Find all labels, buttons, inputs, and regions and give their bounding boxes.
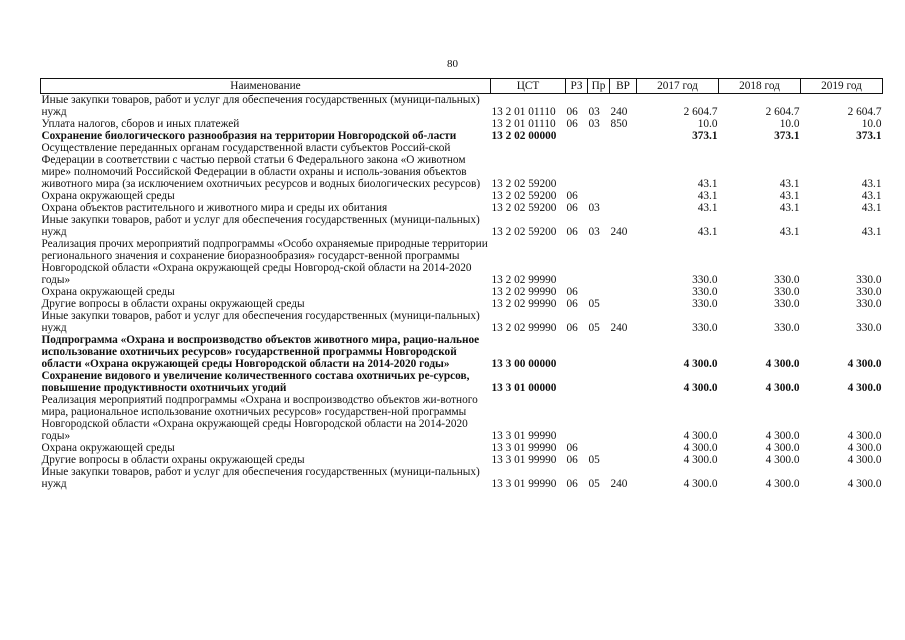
row-rz: 06 xyxy=(566,202,578,214)
row-vr xyxy=(610,142,637,190)
row-2018-amount: 43.1 xyxy=(779,178,800,190)
row-cst: 13 2 02 99990 xyxy=(491,298,557,310)
row-2017-amount: 4 300.0 xyxy=(683,430,718,442)
header-cst: ЦСТ xyxy=(491,79,566,94)
row-vr xyxy=(610,238,637,286)
row-2018-amount: 4 300.0 xyxy=(765,454,800,466)
row-cst: 13 3 01 99990 xyxy=(491,478,557,490)
row-2017-amount: 330.0 xyxy=(692,298,718,310)
row-2019-amount: 43.1 xyxy=(861,226,882,238)
row-vr xyxy=(610,370,637,394)
row-2018-amount: 4 300.0 xyxy=(765,358,800,370)
row-rz: 06 xyxy=(566,286,578,298)
row-vr xyxy=(610,442,637,454)
row-2017-amount: 373.1 xyxy=(692,130,718,142)
row-name: Сохранение видового и увеличение количественного состава охотничьих ре-сурсов, повышение продуктивности охотничьих угодий xyxy=(41,370,470,394)
row-cst: 13 2 01 01110 xyxy=(491,106,556,118)
table-row xyxy=(41,286,883,298)
row-vr xyxy=(610,130,637,142)
row-vr: 850 xyxy=(610,118,628,130)
header-pr: Пр xyxy=(588,79,610,94)
row-pr: 03 xyxy=(588,106,600,118)
row-vr xyxy=(610,202,637,214)
row-cst: 13 2 02 59200 xyxy=(491,202,557,214)
row-2019-amount: 43.1 xyxy=(861,178,882,190)
table-row xyxy=(41,142,883,190)
row-2019-amount: 4 300.0 xyxy=(847,454,882,466)
row-rz: 06 xyxy=(566,442,578,454)
row-2019-amount: 43.1 xyxy=(861,202,882,214)
table-body xyxy=(41,94,883,491)
row-cst: 13 3 00 00000 xyxy=(491,358,557,370)
table-row xyxy=(41,238,883,286)
row-name: Иные закупки товаров, работ и услуг для обеспечения государственных (муници-пальных) нужд xyxy=(41,94,480,118)
header-2018: 2018 год xyxy=(719,79,801,94)
row-cst: 13 2 02 59200 xyxy=(491,190,557,202)
table-row xyxy=(41,94,883,119)
row-2018-amount: 43.1 xyxy=(779,202,800,214)
budget-table xyxy=(40,78,883,490)
row-2017-amount: 330.0 xyxy=(692,286,718,298)
row-2017-amount: 4 300.0 xyxy=(683,442,718,454)
row-pr xyxy=(588,334,610,370)
row-name: Иные закупки товаров, работ и услуг для обеспечения государственных (муници-пальных) нужд xyxy=(41,310,480,334)
row-vr: 240 xyxy=(610,226,628,238)
row-2018-amount: 10.0 xyxy=(779,118,800,130)
row-2018-amount: 4 300.0 xyxy=(765,430,800,442)
row-rz xyxy=(566,142,588,190)
row-rz xyxy=(566,394,588,442)
row-2018-amount: 4 300.0 xyxy=(765,382,800,394)
row-name: Реализация прочих мероприятий подпрограммы «Особо охраняемые природные территории регионального значения и сохранение биоразнообразия» государст-венной программы Новгородской области «Охрана окружающей среды Новгород-ской области на 2014-2020 годы» xyxy=(41,238,488,286)
table-row xyxy=(41,190,883,202)
row-vr xyxy=(610,286,637,298)
row-pr xyxy=(588,286,610,298)
row-pr: 03 xyxy=(588,202,600,214)
table-row xyxy=(41,214,883,238)
row-vr xyxy=(610,298,637,310)
row-vr xyxy=(610,190,637,202)
table-row xyxy=(41,454,883,466)
row-cst: 13 3 01 99990 xyxy=(491,442,557,454)
row-rz: 06 xyxy=(566,478,578,490)
table-row xyxy=(41,334,883,370)
row-2019-amount: 373.1 xyxy=(856,130,882,142)
row-pr: 05 xyxy=(588,454,600,466)
row-2018-amount: 43.1 xyxy=(779,226,800,238)
row-2017-amount: 330.0 xyxy=(692,274,718,286)
row-cst: 13 3 01 00000 xyxy=(491,382,557,394)
row-2019-amount: 4 300.0 xyxy=(847,430,882,442)
row-vr: 240 xyxy=(610,478,628,490)
row-2019-amount: 330.0 xyxy=(856,298,882,310)
page-number: 80 xyxy=(447,58,458,70)
row-rz: 06 xyxy=(566,454,578,466)
row-2018-amount: 2 604.7 xyxy=(765,106,800,118)
row-pr: 03 xyxy=(588,118,600,130)
table-row xyxy=(41,466,883,490)
row-2018-amount: 43.1 xyxy=(779,190,800,202)
row-vr xyxy=(610,334,637,370)
table-row xyxy=(41,442,883,454)
row-cst: 13 2 02 59200 xyxy=(491,226,557,238)
row-name: Охрана окружающей среды xyxy=(41,442,175,454)
table-row xyxy=(41,298,883,310)
row-2019-amount: 330.0 xyxy=(856,274,882,286)
table-row xyxy=(41,118,883,130)
row-2019-amount: 4 300.0 xyxy=(847,442,882,454)
row-2017-amount: 43.1 xyxy=(697,202,718,214)
row-name: Охрана окружающей среды xyxy=(41,286,175,298)
row-2019-amount: 4 300.0 xyxy=(847,358,882,370)
row-rz: 06 xyxy=(566,322,578,334)
row-cst: 13 2 02 00000 xyxy=(491,130,557,142)
row-2018-amount: 330.0 xyxy=(774,322,800,334)
row-pr: 05 xyxy=(588,322,600,334)
row-cst: 13 2 02 59200 xyxy=(491,178,557,190)
table-row xyxy=(41,394,883,442)
row-pr: 03 xyxy=(588,226,600,238)
row-rz: 06 xyxy=(566,226,578,238)
row-name: Другие вопросы в области охраны окружающей среды xyxy=(41,454,305,466)
row-pr: 05 xyxy=(588,478,600,490)
row-2019-amount: 4 300.0 xyxy=(847,478,882,490)
row-name: Иные закупки товаров, работ и услуг для обеспечения государственных (муници-пальных) нужд xyxy=(41,214,480,238)
table-row xyxy=(41,370,883,394)
row-rz xyxy=(566,130,588,142)
row-2017-amount: 43.1 xyxy=(697,226,718,238)
row-cst: 13 2 01 01110 xyxy=(491,118,556,130)
header-vr: ВР xyxy=(610,79,637,94)
row-rz xyxy=(566,238,588,286)
row-2018-amount: 4 300.0 xyxy=(765,478,800,490)
row-name: Сохранение биологического разнообразия на территории Новгородской об-ласти xyxy=(41,130,457,142)
row-pr xyxy=(588,130,610,142)
row-2017-amount: 4 300.0 xyxy=(683,454,718,466)
row-name: Реализация мероприятий подпрограммы «Охрана и воспроизводство объектов жи-вотного мира, рациональное использование охотничьих ресурсов» государствен-ной программы Новгородской области «Охрана окружающей среды Новгородской области на 2014-2020 годы» xyxy=(41,394,478,442)
row-rz: 06 xyxy=(566,298,578,310)
row-vr: 240 xyxy=(610,106,628,118)
row-name: Иные закупки товаров, работ и услуг для обеспечения государственных (муници-пальных) нужд xyxy=(41,466,480,490)
row-2017-amount: 4 300.0 xyxy=(683,358,718,370)
table-row xyxy=(41,202,883,214)
row-pr xyxy=(588,190,610,202)
row-2019-amount: 4 300.0 xyxy=(847,382,882,394)
row-cst: 13 2 02 99990 xyxy=(491,286,557,298)
table-header-row xyxy=(41,79,883,94)
row-2017-amount: 43.1 xyxy=(697,178,718,190)
row-2018-amount: 4 300.0 xyxy=(765,442,800,454)
row-vr: 240 xyxy=(610,322,628,334)
row-name: Охрана объектов растительного и животного мира и среды их обитания xyxy=(41,202,388,214)
row-2017-amount: 4 300.0 xyxy=(683,478,718,490)
row-2019-amount: 43.1 xyxy=(861,190,882,202)
row-cst: 13 2 02 99990 xyxy=(491,274,557,286)
table-row xyxy=(41,310,883,334)
table-row xyxy=(41,130,883,142)
row-pr: 05 xyxy=(588,298,600,310)
row-pr xyxy=(588,442,610,454)
row-2018-amount: 330.0 xyxy=(774,286,800,298)
row-pr xyxy=(588,370,610,394)
row-2017-amount: 10.0 xyxy=(697,118,718,130)
row-2017-amount: 43.1 xyxy=(697,190,718,202)
row-2019-amount: 330.0 xyxy=(856,286,882,298)
row-rz xyxy=(566,334,588,370)
header-name: Наименование xyxy=(41,79,491,94)
header-2019: 2019 год xyxy=(801,79,883,94)
row-2018-amount: 330.0 xyxy=(774,298,800,310)
row-name: Осуществление переданных органам государственной власти субъектов Россий-ской Федерации в соответствии с частью первой статьи 6 Федерального закона «О животном мире» полномочий Российской Федерации в области охраны и исполь-зования объектов животного мира (за исключением охотничьих ресурсов и водных биологических ресурсов) xyxy=(41,142,481,190)
row-pr xyxy=(588,238,610,286)
row-rz: 06 xyxy=(566,190,578,202)
row-2017-amount: 330.0 xyxy=(692,322,718,334)
row-vr xyxy=(610,394,637,442)
row-pr xyxy=(588,394,610,442)
row-2019-amount: 2 604.7 xyxy=(847,106,882,118)
row-rz xyxy=(566,370,588,394)
row-rz: 06 xyxy=(566,106,578,118)
row-name: Уплата налогов, сборов и иных платежей xyxy=(41,118,240,130)
row-cst: 13 2 02 99990 xyxy=(491,322,557,334)
row-cst: 13 3 01 99990 xyxy=(491,430,557,442)
header-2017: 2017 год xyxy=(637,79,719,94)
row-name: Охрана окружающей среды xyxy=(41,190,175,202)
row-2017-amount: 4 300.0 xyxy=(683,382,718,394)
row-2018-amount: 373.1 xyxy=(774,130,800,142)
row-2019-amount: 330.0 xyxy=(856,322,882,334)
row-name: Другие вопросы в области охраны окружающей среды xyxy=(41,298,305,310)
row-vr xyxy=(610,454,637,466)
header-rz: РЗ xyxy=(566,79,588,94)
row-2019-amount: 10.0 xyxy=(861,118,882,130)
row-name: Подпрограмма «Охрана и воспроизводство объектов животного мира, рацио-нальное использование охотничьих ресурсов» государственной программы Новгородской области «Охрана окружающей среды Новгородской области на 2014-2020 годы» xyxy=(41,334,480,370)
row-2017-amount: 2 604.7 xyxy=(683,106,718,118)
row-pr xyxy=(588,142,610,190)
row-cst: 13 3 01 99990 xyxy=(491,454,557,466)
row-rz: 06 xyxy=(566,118,578,130)
row-2018-amount: 330.0 xyxy=(774,274,800,286)
